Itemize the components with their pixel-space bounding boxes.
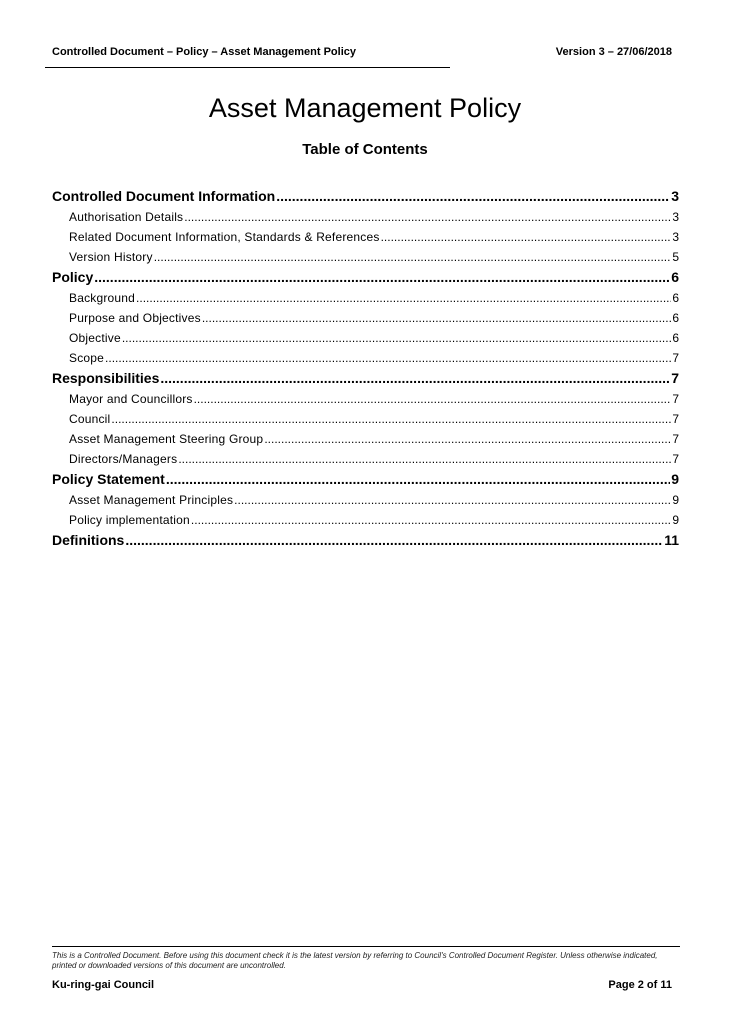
toc-entry-page-number: 9 [672, 493, 679, 507]
toc-section-entry[interactable] [52, 368, 679, 389]
toc-entry-label: Responsibilities [52, 370, 160, 386]
toc-dot-leader [122, 328, 671, 348]
table-of-contents [52, 186, 679, 551]
toc-entry-label: Asset Management Principles [69, 493, 234, 507]
toc-entry-page-number: 7 [672, 432, 679, 446]
footer-organisation: Ku-ring-gai Council [52, 979, 155, 991]
toc-subsection-entry[interactable] [52, 389, 679, 409]
page-title: Asset Management Policy [208, 93, 522, 123]
toc-subsection-entry[interactable] [52, 247, 679, 267]
toc-subsection-entry[interactable] [52, 510, 679, 530]
toc-entry-label: Scope [69, 351, 105, 365]
toc-dot-leader [105, 348, 671, 368]
toc-dot-leader [166, 469, 670, 490]
toc-heading: Table of Contents [302, 141, 428, 158]
toc-dot-leader [184, 207, 671, 227]
toc-dot-leader [111, 409, 671, 429]
toc-dot-leader [94, 267, 670, 288]
toc-entry-label: Policy implementation [69, 513, 190, 527]
toc-entry-label: Policy [52, 269, 94, 285]
toc-entry-label: Purpose and Objectives [69, 311, 201, 325]
toc-subsection-entry[interactable] [52, 308, 679, 328]
toc-entry-page-number: 3 [672, 210, 679, 224]
toc-dot-leader [178, 449, 671, 469]
toc-subsection-entry[interactable] [52, 288, 679, 308]
toc-dot-leader [154, 247, 672, 267]
toc-section-entry[interactable] [52, 267, 679, 288]
toc-dot-leader [160, 368, 670, 389]
toc-entry-page-number: 7 [672, 412, 679, 426]
footer-divider [52, 946, 680, 947]
toc-section-entry[interactable] [52, 186, 679, 207]
toc-entry-label: Mayor and Councillors [69, 392, 193, 406]
toc-dot-leader [202, 308, 672, 328]
toc-entry-page-number: 6 [672, 311, 679, 325]
toc-entry-page-number: 6 [672, 291, 679, 305]
toc-subsection-entry[interactable] [52, 490, 679, 510]
toc-dot-leader [381, 227, 672, 247]
toc-entry-page-number: 5 [672, 250, 679, 264]
toc-entry-label: Asset Management Steering Group [69, 432, 264, 446]
toc-entry-page-number: 9 [672, 513, 679, 527]
toc-entry-page-number: 6 [672, 331, 679, 345]
toc-entry-label: Definitions [52, 532, 125, 548]
toc-subsection-entry[interactable] [52, 449, 679, 469]
toc-dot-leader [191, 510, 671, 530]
toc-entry-page-number: 6 [671, 269, 679, 285]
toc-subsection-entry[interactable] [52, 348, 679, 368]
toc-entry-label: Authorisation Details [69, 210, 184, 224]
toc-section-entry[interactable] [52, 469, 679, 490]
toc-section-entry[interactable] [52, 530, 679, 551]
toc-dot-leader [136, 288, 671, 308]
toc-dot-leader [276, 186, 670, 207]
toc-entry-page-number: 9 [671, 471, 679, 487]
header-divider [45, 67, 450, 68]
toc-entry-page-number: 3 [672, 230, 679, 244]
toc-entry-label: Background [69, 291, 136, 305]
toc-entry-page-number: 7 [671, 370, 679, 386]
toc-entry-page-number: 11 [664, 532, 679, 548]
toc-dot-leader [234, 490, 671, 510]
footer-disclaimer: This is a Controlled Document. Before using this document check it is the latest version by referring to Council's Controlled Document Register. Unless otherwise indicated, printed or downloaded versions of this document are uncontrolled. [52, 951, 658, 970]
toc-subsection-entry[interactable] [52, 207, 679, 227]
toc-entry-page-number: 3 [671, 188, 679, 204]
toc-entry-label: Council [69, 412, 111, 426]
header-document-title: Controlled Document – Policy – Asset Management Policy [52, 46, 356, 58]
toc-entry-page-number: 7 [672, 351, 679, 365]
toc-entry-label: Related Document Information, Standards & References [69, 230, 380, 244]
toc-entry-label: Directors/Managers [69, 452, 178, 466]
toc-entry-page-number: 7 [672, 452, 679, 466]
toc-entry-label: Controlled Document Information [52, 188, 276, 204]
toc-entry-label: Objective [69, 331, 121, 345]
toc-subsection-entry[interactable] [52, 328, 679, 348]
toc-subsection-entry[interactable] [52, 409, 679, 429]
toc-entry-label: Policy Statement [52, 471, 165, 487]
toc-subsection-entry[interactable] [52, 429, 679, 449]
footer-page-number: Page 2 of 11 [608, 979, 672, 991]
toc-entry-page-number: 7 [672, 392, 679, 406]
toc-dot-leader [264, 429, 671, 449]
toc-subsection-entry[interactable] [52, 227, 679, 247]
toc-dot-leader [125, 530, 663, 551]
toc-entry-label: Version History [69, 250, 153, 264]
toc-dot-leader [194, 389, 672, 409]
header-version: Version 3 – 27/06/2018 [555, 46, 672, 58]
